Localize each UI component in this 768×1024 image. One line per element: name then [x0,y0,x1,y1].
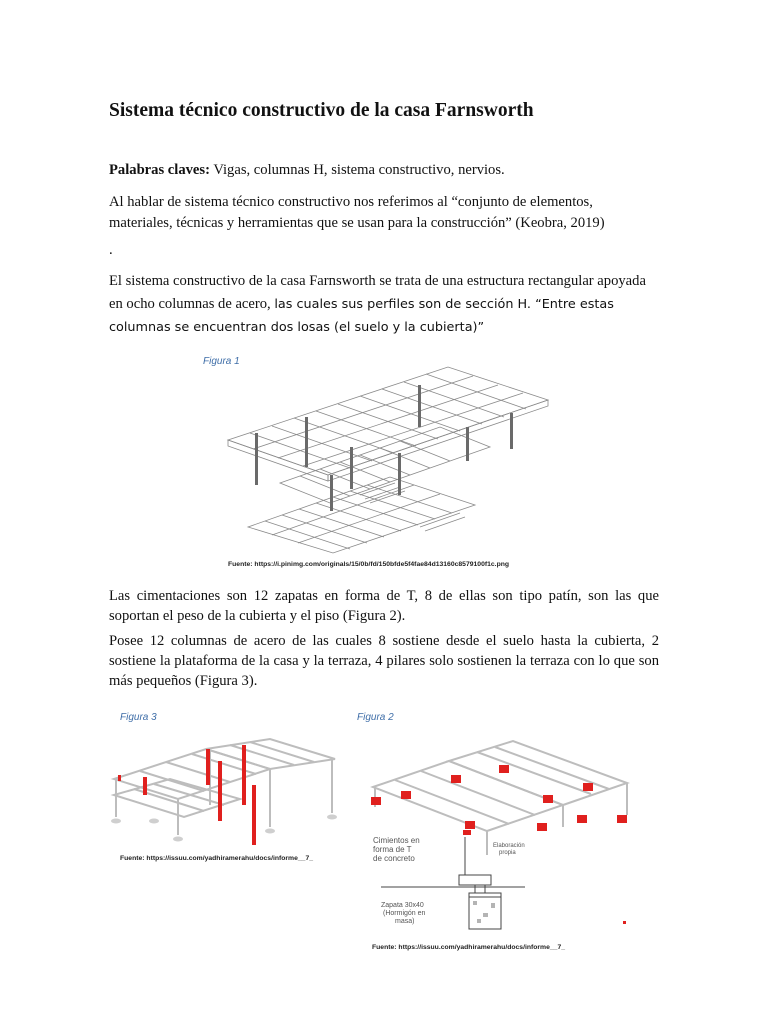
paragraph-columns: Posee 12 columnas de acero de las cuales 8 sostiene desde el suelo hasta la cubierta, 2 sostiene la plataforma de la casa y la terraza, 4 pilares solo sostienen la terraza con lo que son más pequeños (Figura 3). [109,633,659,689]
annotation-elaboracion-1: Elaboración [493,843,525,849]
annotation-elaboracion-2: propia [499,850,516,856]
figure-1-source: Fuente: https://i.pinimg.com/originals/15/0b/fd/150bfde5f4fae84d13160c8579100f1c.png [228,561,510,568]
figure-1-drawing [220,355,560,555]
keywords-line [109,158,659,182]
paragraph-foundations: Las cimentaciones son 12 zapatas en forma de T, 8 de ellas son tipo patín, son las que soportan el peso de la cubierta y el piso (Figura 2). [109,588,659,624]
figure-3-drawing [110,735,350,850]
keywords-text: Vigas, columnas H, sistema constructivo, nervios. [213,162,505,178]
figure-2-source: Fuente: https://issuu.com/yadhiramerahu/docs/informe__7_ [372,944,566,951]
keywords-label: Palabras claves: [109,162,210,178]
annotation-zapata-2: (Hormigón en [383,910,426,917]
annotation-zapata-3: masa) [395,918,415,925]
paragraph-structure-serif: El sistema constructivo de la casa Farnsworth se trata de una estructura rectangular apoyada en ocho columnas de acero, [109,273,646,312]
paragraph-structure-quote: las cuales sus perfiles son de sección H. “Entre estas columnas se encuentran dos losas (el suelo y la cubierta)” [109,297,614,335]
paragraph-dot: . [109,242,113,258]
annotation-zapata-1: Zapata 30x40 [381,902,424,909]
figure-2-label: Figura 2 [357,712,394,723]
figure-1-label: Figura 1 [203,356,240,367]
figure-2-drawing [365,735,640,935]
paragraph-definition: Al hablar de sistema técnico constructivo nos referimos al “conjunto de elementos, materiales, técnicas y herramientas que se usan para la construcción” (Keobra, 2019) [109,194,605,231]
figure-3-label: Figura 3 [120,712,157,723]
annotation-cimientos-2: forma de T [373,845,412,854]
paragraph-structure [109,270,659,339]
figure-3-source: Fuente: https://issuu.com/yadhiramerahu/docs/informe__7_ [120,855,314,862]
annotation-cimientos-1: Cimientos en [373,836,420,845]
page-title: Sistema técnico constructivo de la casa Farnsworth [109,100,534,121]
annotation-cimientos-3: de concreto [373,854,415,863]
